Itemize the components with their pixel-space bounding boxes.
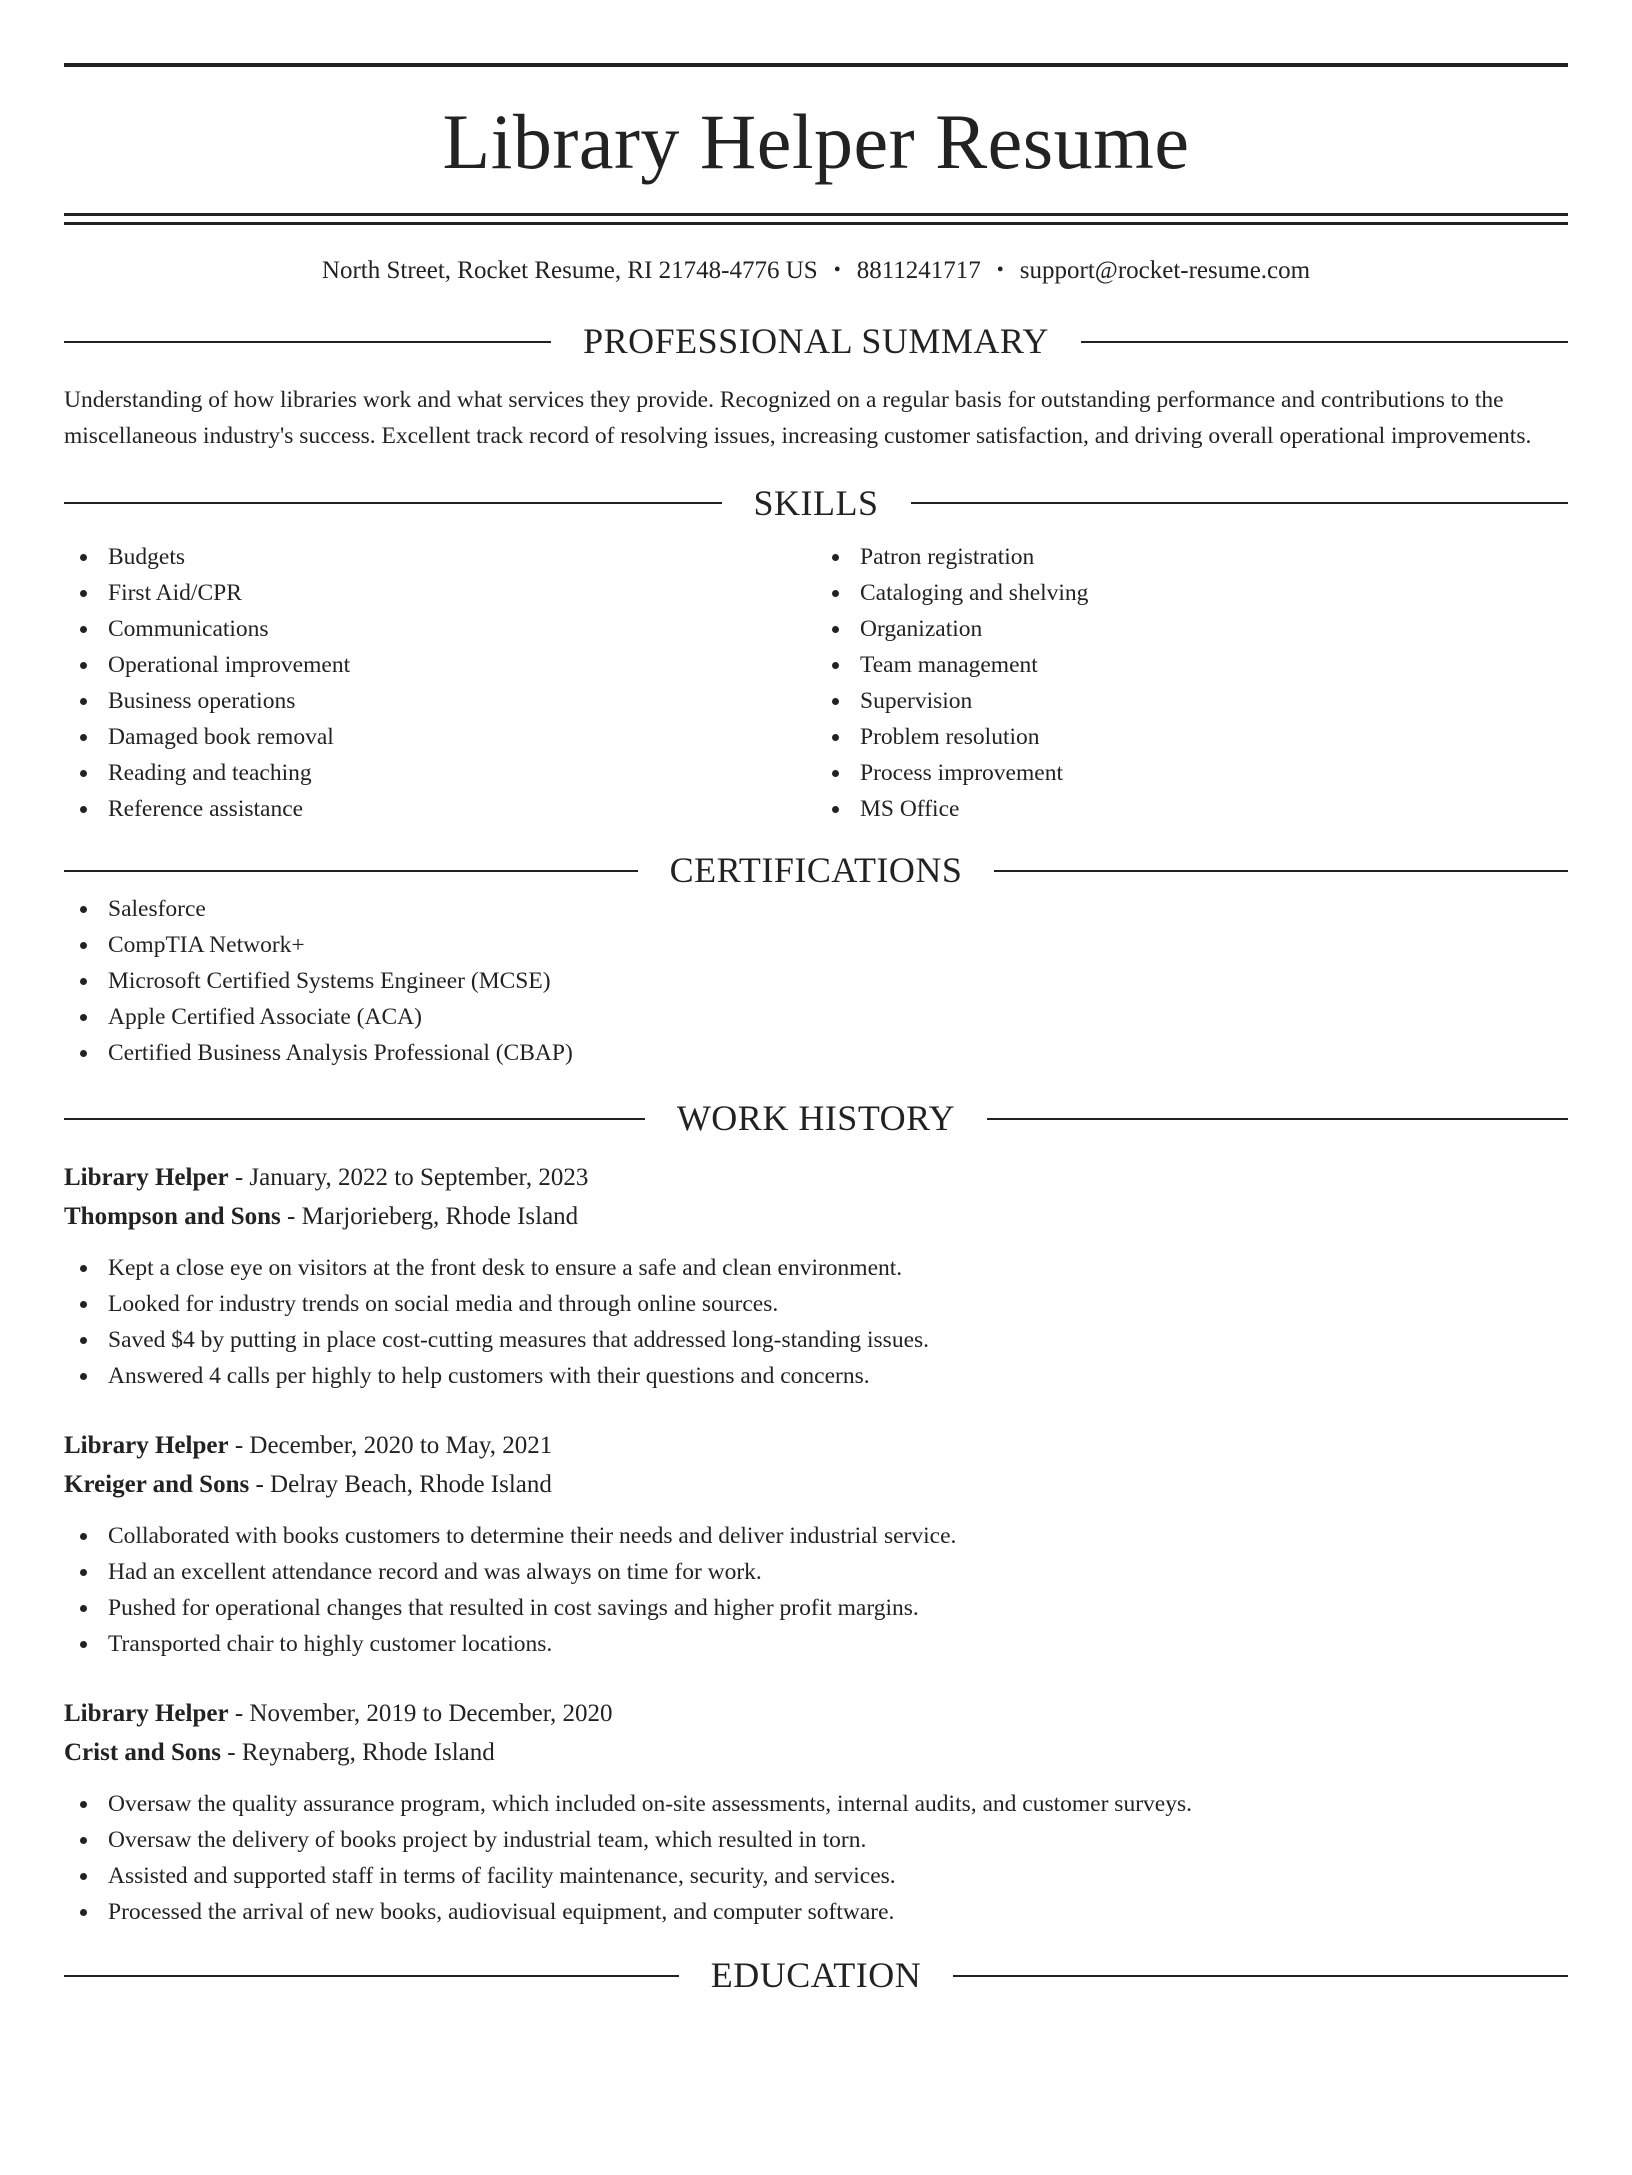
- job-duty: Saved $4 by putting in place cost-cutting measures that addressed long-standing issues.: [64, 1322, 1568, 1358]
- job-duty: Kept a close eye on visitors at the front desk to ensure a safe and clean environment.: [64, 1250, 1568, 1286]
- skill-item: Operational improvement: [64, 647, 816, 683]
- section-rule: [994, 870, 1568, 872]
- job-title: Library Helper: [64, 1432, 229, 1460]
- section-rule: [1081, 341, 1568, 343]
- section-title-certifications: CERTIFICATIONS: [669, 850, 963, 891]
- contact-email: support@rocket-resume.com: [1019, 257, 1311, 284]
- job-duty: Processed the arrival of new books, audiovisual equipment, and computer software.: [64, 1894, 1568, 1930]
- section-title-work-history: WORK HISTORY: [676, 1097, 956, 1138]
- resume-title: Library Helper Resume: [442, 98, 1190, 185]
- section-header-work-history: [64, 1099, 1568, 1139]
- job-company-line: [64, 1733, 1568, 1772]
- section-header-education: [64, 1956, 1568, 1996]
- job-duty: Oversaw the delivery of books project by industrial team, which resulted in torn.: [64, 1822, 1568, 1858]
- skill-item: Team management: [816, 647, 1568, 683]
- skill-item: Organization: [816, 611, 1568, 647]
- title-top-rule: [64, 63, 1568, 67]
- section-rule: [64, 1118, 645, 1120]
- skill-item: Patron registration: [816, 539, 1568, 575]
- job-company: Kreiger and Sons: [64, 1471, 250, 1499]
- skill-item: Process improvement: [816, 755, 1568, 791]
- job-duty: Had an excellent attendance record and was always on time for work.: [64, 1554, 1568, 1590]
- skills-list-right: [816, 539, 1568, 827]
- section-title-summary: PROFESSIONAL SUMMARY: [583, 321, 1049, 361]
- contact-address: North Street, Rocket Resume, RI 21748-4776 US: [321, 257, 818, 284]
- skill-item: Reference assistance: [64, 791, 816, 827]
- certification-item: Salesforce: [64, 891, 1568, 927]
- skill-item: First Aid/CPR: [64, 575, 816, 611]
- job-dates: - January, 2022 to September, 2023: [228, 1164, 589, 1192]
- job-duties-list: [64, 1786, 1568, 1930]
- certification-item: Microsoft Certified Systems Engineer (MCSE): [64, 963, 1568, 999]
- job-title-line: [64, 1158, 1568, 1197]
- section-title-skills: SKILLS: [753, 482, 879, 523]
- job-title: Library Helper: [64, 1164, 229, 1192]
- skill-item: MS Office: [816, 791, 1568, 827]
- title-double-rule: [64, 213, 1568, 225]
- certification-item: Certified Business Analysis Professional (CBAP): [64, 1035, 1568, 1071]
- section-rule: [953, 1975, 1568, 1977]
- skills-list-left: [64, 539, 816, 827]
- section-rule: [911, 502, 1569, 504]
- job-dates: - December, 2020 to May, 2021: [228, 1432, 553, 1460]
- section-header-skills: [64, 484, 1568, 524]
- job-duties-list: [64, 1250, 1568, 1394]
- section-title-education: EDUCATION: [710, 1955, 922, 1996]
- job-company: Thompson and Sons: [64, 1203, 281, 1231]
- section-header-summary: [64, 322, 1568, 362]
- contact-phone: 8811241717: [856, 257, 981, 284]
- job-entry: [64, 1426, 1568, 1662]
- section-header-certifications: [64, 851, 1568, 891]
- job-company: Crist and Sons: [64, 1739, 221, 1767]
- job-dates: - November, 2019 to December, 2020: [228, 1700, 613, 1728]
- certifications-list: [64, 891, 1568, 1071]
- job-duty: Pushed for operational changes that resulted in cost savings and higher profit margins.: [64, 1590, 1568, 1626]
- skill-item: Business operations: [64, 683, 816, 719]
- job-duty: Transported chair to highly customer locations.: [64, 1626, 1568, 1662]
- job-title: Library Helper: [64, 1700, 229, 1728]
- certification-item: Apple Certified Associate (ACA): [64, 999, 1568, 1035]
- job-duty: Looked for industry trends on social media and through online sources.: [64, 1286, 1568, 1322]
- section-rule: [64, 502, 722, 504]
- job-company-line: [64, 1197, 1568, 1236]
- job-location: - Reynaberg, Rhode Island: [221, 1739, 495, 1767]
- contact-line: [64, 256, 1568, 286]
- resume-page: [0, 63, 1632, 2175]
- job-location: - Delray Beach, Rhode Island: [249, 1471, 552, 1499]
- job-entry: [64, 1694, 1568, 1930]
- section-rule: [64, 870, 638, 872]
- summary-text: Understanding of how libraries work and what services they provide. Recognized on a regular basis for outstanding performance and contributions to the miscellaneous industry's success. Excellent track record of resolving issues, increasing customer satisfaction, and driving overall operational improvements.: [64, 386, 1532, 449]
- job-title-line: [64, 1426, 1568, 1465]
- skill-item: Reading and teaching: [64, 755, 816, 791]
- contact-separator: •: [833, 259, 841, 281]
- contact-separator: •: [996, 259, 1004, 281]
- skill-item: Damaged book removal: [64, 719, 816, 755]
- section-rule: [64, 341, 551, 343]
- job-location: - Marjorieberg, Rhode Island: [280, 1203, 579, 1231]
- skill-item: Cataloging and shelving: [816, 575, 1568, 611]
- job-entry: [64, 1158, 1568, 1394]
- section-rule: [987, 1118, 1568, 1120]
- section-rule: [64, 1975, 679, 1977]
- job-duty: Answered 4 calls per highly to help customers with their questions and concerns.: [64, 1358, 1568, 1394]
- skills-grid: [64, 539, 1568, 827]
- job-title-line: [64, 1694, 1568, 1733]
- skill-item: Supervision: [816, 683, 1568, 719]
- job-duty: Assisted and supported staff in terms of facility maintenance, security, and services.: [64, 1858, 1568, 1894]
- skill-item: Communications: [64, 611, 816, 647]
- skill-item: Problem resolution: [816, 719, 1568, 755]
- job-duty: Collaborated with books customers to determine their needs and deliver industrial service.: [64, 1518, 1568, 1554]
- job-duties-list: [64, 1518, 1568, 1662]
- skill-item: Budgets: [64, 539, 816, 575]
- certification-item: CompTIA Network+: [64, 927, 1568, 963]
- job-duty: Oversaw the quality assurance program, which included on-site assessments, internal audits, and customer surveys.: [64, 1786, 1568, 1822]
- job-company-line: [64, 1465, 1568, 1504]
